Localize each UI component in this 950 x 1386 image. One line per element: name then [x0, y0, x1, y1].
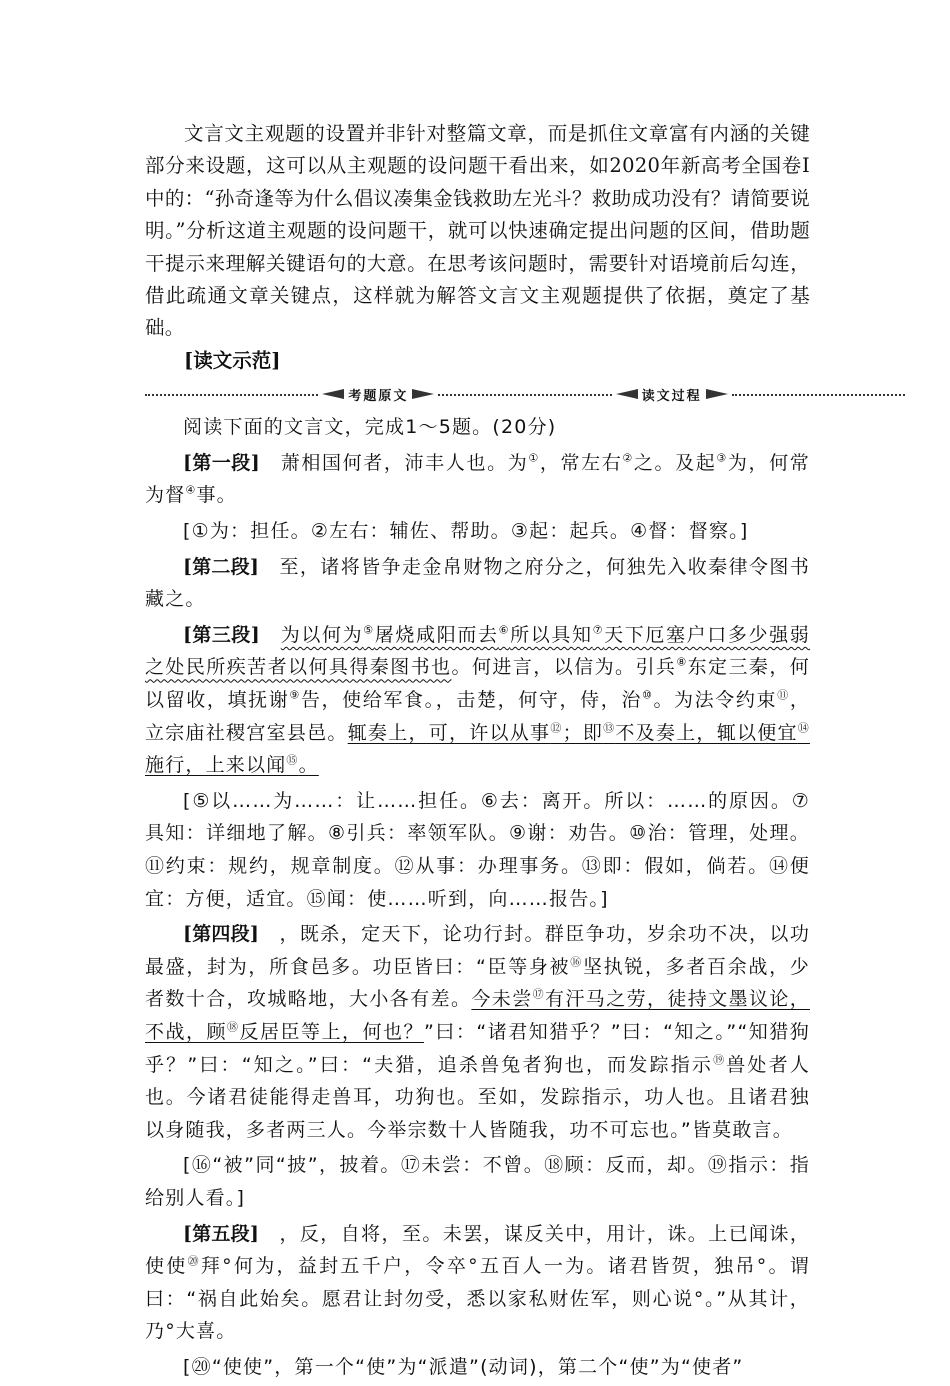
text: ，反，自将，至。未罢，谋反关中，用计，诛。上已闻诛，使使 [145, 1222, 811, 1278]
note-mark: ⑥ [498, 623, 511, 637]
note-mark: ⑯ [570, 955, 583, 969]
text: 兽处者人也。今诸君徒能得走兽耳，功狗也。至如，发踪指示，功人也。且诸君独以身随我，多者两三人。今举宗数十人皆随我，功不可忘也。”皆莫敢言。 [145, 1053, 810, 1141]
divider-dots-right [732, 394, 905, 396]
note-5: [⑳“使使”，第一个“使”为“派遣”(动词)，第二个“使”为“使者” [183, 1355, 744, 1378]
text: 今未尝 [471, 988, 533, 1011]
section-2 [145, 551, 810, 616]
divider-tag-process [612, 385, 732, 404]
divider-label-process: 读文过程 [641, 388, 702, 404]
reading-passage [145, 411, 810, 1383]
divider-label-original: 考题原文 [348, 388, 409, 404]
text: 告，使给军食。，击楚，何守，侍，治 [300, 689, 642, 711]
section-3 [145, 619, 810, 782]
note-mark: ⑪ [777, 688, 790, 702]
text: 天下厄塞户口多少强弱之处民所疾苦者以何具得秦图书也 [145, 623, 811, 679]
text: 屠烧咸阳而去 [374, 623, 499, 646]
text: 至，诸将皆争走金帛财物之府分之，何独先入收秦律令图书藏之。 [145, 555, 811, 611]
text: 事。 [196, 484, 237, 507]
note-mark: ⑭ [797, 721, 810, 735]
divider-tag-original [318, 385, 438, 404]
section-2-label: [第二段] [183, 555, 259, 578]
wedge-left-icon [616, 389, 638, 399]
instruction-line [145, 411, 810, 444]
section-4-label: [第四段] [183, 923, 259, 946]
text: 不及奏上，辄以便宜 [615, 721, 798, 744]
note-mark: ⑰ [532, 988, 545, 1002]
note-mark: ⑧ [676, 656, 688, 670]
document-page [145, 118, 810, 1386]
note-mark: ⑤ [363, 623, 375, 637]
divider-dots-left [145, 394, 318, 396]
text: 反居臣等上，何也？ [239, 1020, 425, 1043]
text: 东定三秦，何以留收，填抚谢 [145, 656, 810, 711]
text: 拜°何为，益封五千户，令卒°五百人一为。诸君皆贺，独吊°。谓曰：“祸自此始矣。愿君让封勿受，悉以家私财佐军，则心说°。”从其计，乃°大喜。 [145, 1255, 810, 1343]
note-mark: ③ [716, 451, 728, 465]
wedge-right-icon [706, 389, 728, 399]
note-mark: ⑬ [603, 721, 616, 735]
instruction-text: 阅读下面的文言文，完成1～5题。(20分) [183, 416, 557, 439]
note-mark: ② [622, 451, 634, 465]
section-5 [145, 1218, 810, 1348]
wedge-right-icon [412, 389, 434, 399]
text: 辄奏上，可，许以从事 [347, 721, 551, 744]
text: 萧相国何者，沛丰人也。为 [280, 451, 529, 474]
text: 为，何常为督 [145, 451, 810, 507]
column-divider [145, 381, 905, 407]
text: 之。及起 [633, 451, 717, 474]
sample-heading: [读文示范] [184, 348, 281, 372]
text: 。何进言，以信为。引兵 [451, 656, 677, 679]
note-mark: ⑫ [550, 721, 563, 735]
note-4: [⑯“被”同“披”，披着。⑰未尝：不曾。⑱顾：反而，却。⑲指示：指给别人看。] [145, 1154, 810, 1209]
note-3: [⑤以……为……：让……担任。⑥去：离开。所以：……的原因。⑦具知：详细地了解。⑧引兵：率领军队。⑨谢：劝告。⑩治：管理，处理。⑪约束：规约，规章制度。⑫从事：办理事务。⑬即：假如，倘若。⑭便宜：方便，适宜。⑮闻：使……听到，向……报告。] [145, 789, 810, 910]
text: 为以何为 [280, 623, 364, 646]
note-mark: ④ [185, 484, 197, 498]
text: 坚执锐，多者百余战，少者数十合，攻城略地，大小各有差。 [145, 955, 810, 1011]
text: 所以具知 [510, 623, 593, 646]
section-3-label: [第三段] [183, 623, 260, 646]
text: 。为法令约束 [653, 689, 778, 711]
section-5-label: [第五段] [183, 1222, 259, 1245]
intro-paragraph: 文言文主观题的设置并非针对整篇文章，而是抓住文章富有内涵的关键部分来设题，这可以从主观题的设问题干看出来，如2020年新高考全国卷Ⅰ中的：“孙奇逢等为什么倡议凑集金钱救助左光斗？救助成功没有？请简要说明。”分析这道主观题的设问题干，就可以快速确定提出问题的区间，借助题干提示来理解关键语句的大意。在思考该问题时，需要针对语境前后勾连，借此疏通文章关键点，这样就为解答文言文主观题提供了依据，奠定了基础。 [145, 122, 810, 340]
text: ，常左右 [539, 451, 623, 474]
intro-section [145, 118, 810, 345]
note-mark: ⑳ [187, 1254, 201, 1268]
text: 有汗马之劳，徒持文墨议论，不战，顾 [145, 988, 810, 1043]
section-4 [145, 918, 810, 1146]
note-mark: ⑮ [286, 753, 299, 767]
divider-dots-middle [438, 394, 611, 396]
note-mark: ⑩ [641, 688, 654, 702]
note-mark: ⑱ [227, 1020, 240, 1034]
text: ”曰：“诸君知猎乎？”曰：“知之。”“知猎狗乎？”曰：“知之。”曰：“夫猎，追杀兽兔者狗也，而发踪指示 [145, 1020, 810, 1076]
section-1 [145, 447, 810, 512]
note-mark: ⑲ [713, 1053, 727, 1067]
section-1-label: [第一段] [183, 451, 260, 474]
wedge-left-icon [322, 389, 344, 399]
text: ；即 [562, 721, 604, 744]
note-mark: ① [528, 451, 540, 465]
note-mark: ⑨ [289, 688, 301, 702]
text: ，立宗庙社稷宫室县邑。 [145, 689, 811, 744]
text: 。 [298, 754, 319, 777]
text: ，既杀，定天下，论功行封。群臣争功，岁余功不决，以功最盛，封为，所食邑多。功臣皆曰：“臣等身被 [145, 923, 811, 978]
note-1: [①为：担任。②左右：辅佐、帮助。③起：起兵。④督：督察。] [183, 520, 749, 543]
note-mark: ⑦ [592, 623, 605, 637]
text: 施行，上来以闻 [145, 754, 287, 777]
